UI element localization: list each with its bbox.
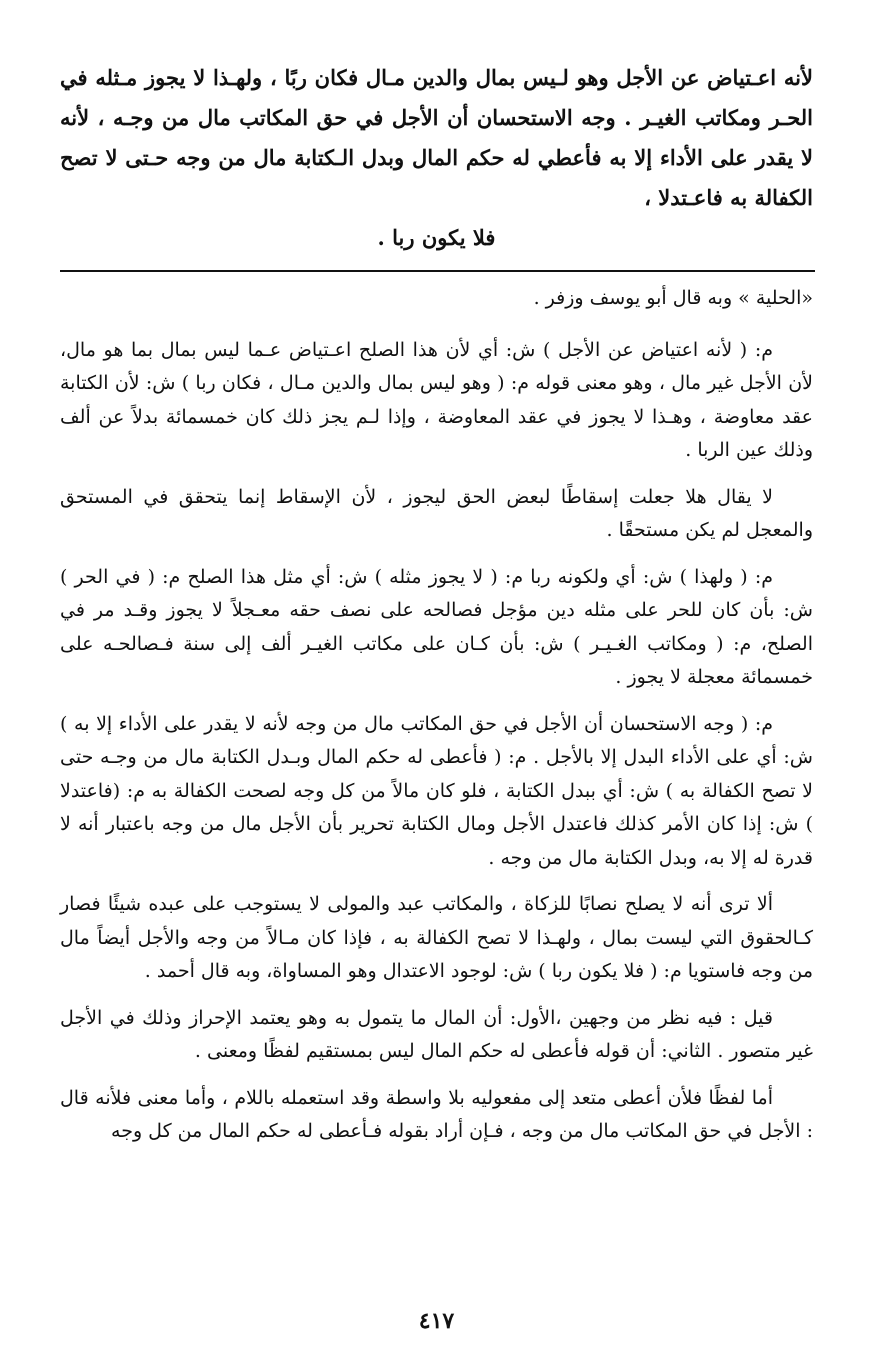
page-number: ٤١٧ [418,1308,455,1334]
commentary-block [60,282,813,1162]
commentary-paragraph-7: قيل : فيه نظر من وجهين ،الأول: أن المال ما يتمول به وهو يعتمد الإحراز وذلك في الأجل غير متصور . الثاني: أن قوله فأعطى له حكم المال ليس بمستقيم لفظًا ومعنى . [60,1006,813,1062]
commentary-paragraph-4: م: ( ولهذا ) ش: أي ولكونه ربا م: ( لا يجوز مثله ) ش: أي مثل هذا الصلح م: ( في الحر ) ش: بأن كان للحر على مثله دين مؤجل فصالحه على نصف حقه معـجلاً لا يجوز وقـد مر في الصلح، م: ( ومكاتب الغـيـر ) ش: بأن كـان على مكاتب الغيـر ألف إلى سنة فـصالحـه على خمسمائة معجلة لا يجوز . [60,565,813,688]
main-text-last-line: فلا يكون ربا . [377,225,496,250]
commentary-paragraph-2: م: ( لأنه اعتياض عن الأجل ) ش: أي لأن هذا الصلح اعـتياض عـما ليس بمال بما هو مال، لأن الأجل غير مال ، وهو معنى قوله م: ( وهو ليس بمال والدين مـال ، فكان ربا ) ش: لأن الكتابة عقد معاوضة ، وهـذا لا يجوز في عقد المعاوضة ، وإذا لـم يجز ذلك كان خمسمائة بدلاً عن ألف وذلك عين الربا . [60,338,813,461]
commentary-paragraph-6: ألا ترى أنه لا يصلح نصابًا للزكاة ، والمكاتب عبد والمولى لا يستوجب على عبده شيئًا فصار كـالحقوق التي ليست بمال ، ولهـذا لا تصح الكفالة به ، فإذا كان مـالاً من وجه والأجل أيضاً مال من وجه فاستويا م: ( فلا يكون ربا ) ش: لوجود الاعتدال وهو المساواة، وبه قال أحمد . [60,893,813,982]
main-text-block [60,58,813,258]
commentary-paragraph-1: «الحلية » وبه قال أبو يوسف وزفر . [533,287,813,309]
commentary-paragraph-3: لا يقال هلا جعلت إسقاطًا لبعض الحق ليجوز ، لأن الإسقاط إنما يتحقق في المستحق والمعجل لم يكن مستحقًا . [60,485,813,541]
commentary-paragraph-5: م: ( وجه الاستحسان أن الأجل في حق المكاتب مال من وجه لأنه لا يقدر على الأداء إلا به ) ش: أي على الأداء البدل إلا بالأجل . م: ( فأعطى له حكم المال وبـدل الكتابة مال من وجـه حتى لا تصح الكفالة به ) ش: أي ببدل الكتابة ، فلو كان مالاً من كل وجه لصحت الكفالة به م: (فاعتدلا ) ش: إذا كان الأمر كذلك فاعتدل الأجل ومال الكتابة تحرير بأن الأجل مال من وجه باعتبار أنه لا قدرة له إلا به، وبدل الكتابة مال من وجه . [60,712,813,869]
commentary-paragraph-8: أما لفظًا فلأن أعطى متعد إلى مفعوليه بلا واسطة وقد استعمله باللام ، وأما معنى فلأنه قال : الأجل في حق المكاتب مال من وجه ، فـإن أراد بقوله فـأعطى له حكم المال من كل وجه [60,1086,813,1142]
separator-rule [60,270,815,272]
main-text-paragraph: لأنه اعـتياض عن الأجل وهو لـيس بمال والدين مـال فكان ربًا ، ولهـذا لا يجوز مـثله في الحـر ومكاتب الغيـر . وجه الاستحسان أن الأجل في حق المكاتب مال من وجـه ، لأنه لا يقدر على الأداء إلا به فأعطي له حكم المال وبدل الـكتابة مال من وجه حـتى لا تصح الكفالة به فاعـتدلا ، [60,65,813,210]
